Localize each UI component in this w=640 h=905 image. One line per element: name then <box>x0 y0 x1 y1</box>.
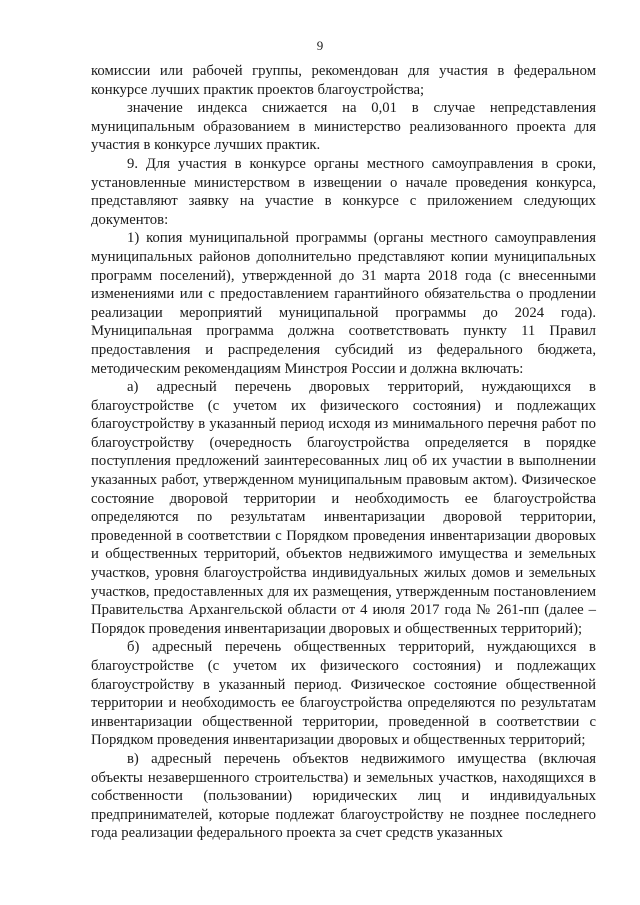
paragraph: комиссии или рабочей группы, рекомендован для участия в федеральном конкурсе лучших практик проектов благоустройства; <box>91 63 596 98</box>
paragraph: в) адресный перечень объектов недвижимого имущества (включая объекты незавершенного строительства) и земельных участков, находящихся в собственности (пользовании) юридических лиц и индивидуальных предпринимателей, которые подлежат благоустройству не позднее последнего года реализации федерального проекта за счет средств указанных <box>91 750 596 842</box>
paragraph: а) адресный перечень дворовых территорий, нуждающихся в благоустройстве (с учетом их физического состояния) и подлежащих благоустройству в указанный период исходя из минимального перечня работ по благоустройству (очередность благоустройства определяется в порядке поступления предложений заинтересованных лиц об их участии в выполнении указанных работ, утвержденном муниципальным правовым актом). Физическое состояние дворовой территории и необходимость ее благоустройства определяются по результатам инвентаризации дворовой территории, проведенной в соответствии с Порядком проведения инвентаризации дворовых и общественных территорий, объектов недвижимого имущества и земельных участков, уровня благоустройства индивидуальных жилых домов и земельных участков, предоставленных для их размещения, утвержденным постановлением Правительства Архангельской области от 4 июля 2017 года № 261-пп (далее – Порядок проведения инвентаризации дворовых и общественных территорий); <box>91 379 596 637</box>
paragraph: 9. Для участия в конкурсе органы местного самоуправления в сроки, установленные министерством в извещении о начале проведения конкурса, представляют заявку на участие в конкурсе с приложением следующих документов: <box>91 155 596 228</box>
document-body <box>91 62 596 843</box>
paragraph: 1) копия муниципальной программы (органы местного самоуправления муниципальных районов дополнительно представляют копии муниципальных программ поселений), утвержденной до 31 марта 2018 года (с внесенными изменениями или с предоставлением гарантийного обязательства о продлении реализации мероприятий муниципальной программы до 2024 года). Муниципальная программа должна соответствовать пункту 11 Правил предоставления и распределения субсидий из федерального бюджета, методическим рекомендациям Минстроя России и должна включать: <box>91 230 596 377</box>
page-number: 9 <box>316 38 324 53</box>
paragraph: б) адресный перечень общественных территорий, нуждающихся в благоустройстве (с учетом их физического состояния) и подлежащих благоустройству в указанный период. Физическое состояние общественной территории и необходимость ее благоустройства определяются по результатам инвентаризации общественной территории, проведенной в соответствии с Порядком проведения инвентаризации дворовых и общественных территорий; <box>91 639 596 749</box>
paragraph: значение индекса снижается на 0,01 в случае непредставления муниципальным образованием в министерство реализованного проекта для участия в конкурсе лучших практик. <box>91 100 596 154</box>
